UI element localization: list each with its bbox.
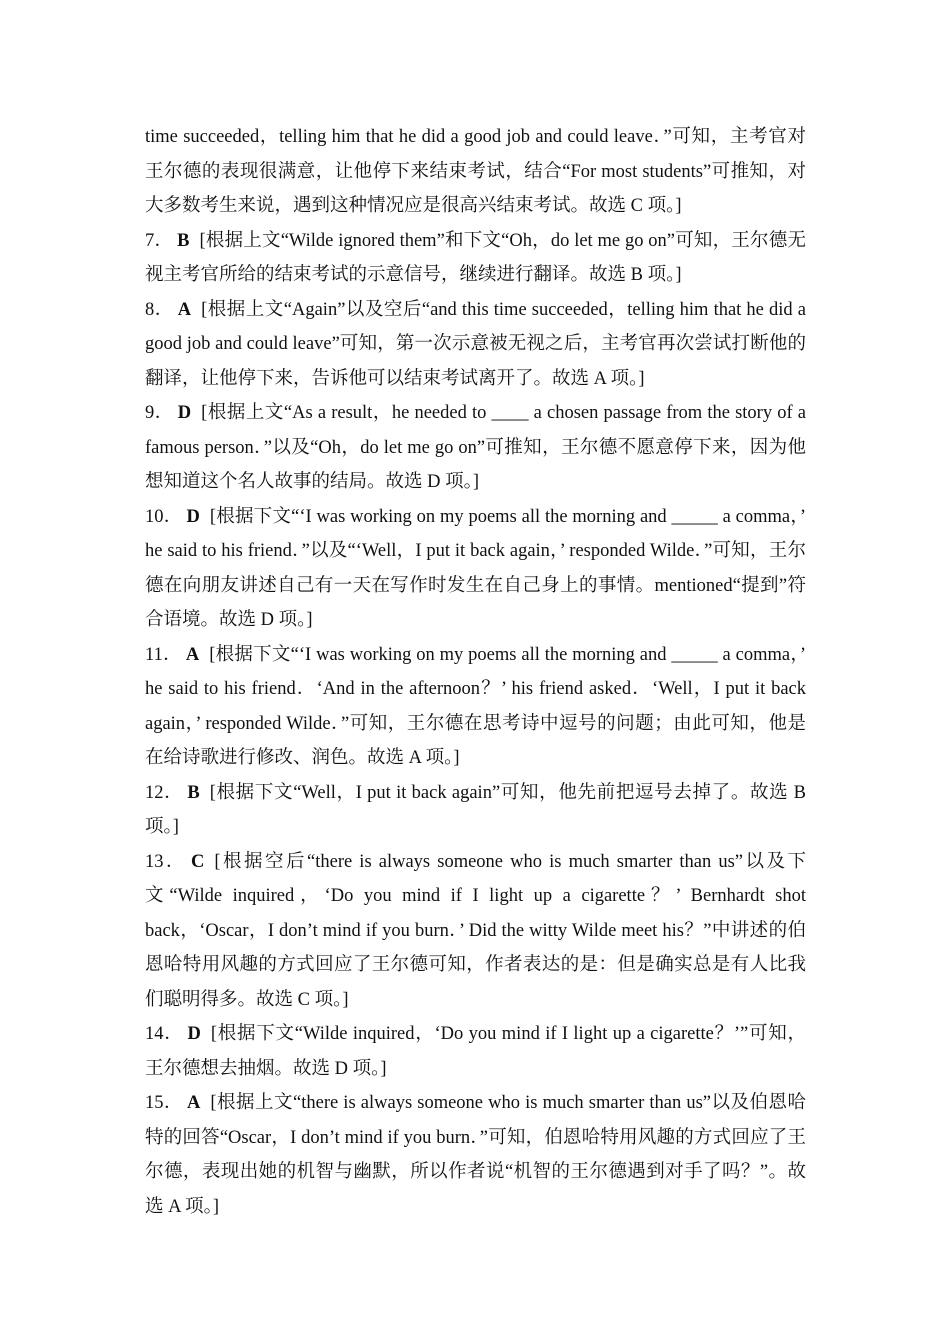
- explanation-text: [根据空后“there is always someone who is much smarter than us”以及下文“Wilde inquired，‘Do you mind if I light up a cigarette？’ Bernhardt shot back，‘Oscar，I don’t mind if you burn．’ Did the witty Wilde meet his？”中讲述的伯恩哈特用风趣的方式回应了王尔德可知，作者表达的是：但是确实总是有人比我们聪明得多。故选 C 项。]: [145, 851, 806, 1010]
- answer-letter: C: [191, 851, 205, 872]
- explanation-item-12: [145, 776, 806, 845]
- explanation-item-10: [145, 500, 806, 638]
- explanation-text: [根据上文“there is always someone who is much smarter than us”以及伯恩哈特的回答“Oscar，I don’t mind if you burn．”可知，伯恩哈特用风趣的方式回应了王尔德，表现出她的机智与幽默，所以作者说“机智的王尔德遇到对手了吗？”。故选 A 项。]: [145, 1093, 806, 1217]
- explanation-text: [根据下文“‘I was working on my poems all the morning and _____ a comma，’ he said to his friend．‘And in the afternoon？’ his friend asked．‘Well，I put it back again，’ responded Wilde．”可知，王尔德在思考诗中逗号的问题；由此可知，他是在给诗歌进行修改、润色。故选 A 项。]: [145, 644, 806, 768]
- explanation-text: [根据下文“Well，I put it back again”可知，他先前把逗号去掉了。故选 B 项。]: [145, 782, 806, 837]
- answer-letter: B: [187, 782, 200, 803]
- answer-letter: D: [187, 1024, 201, 1044]
- explanation-text: [根据下文“Wilde inquired，‘Do you mind if I light up a cigarette？’”可知，王尔德想去抽烟。故选 D 项。]: [145, 1024, 806, 1079]
- question-number: 8．: [145, 299, 174, 320]
- explanation-text: [根据上文“Wilde ignored them”和下文“Oh，do let me go on”可知，王尔德无视主考官所给的结束考试的示意信号，继续进行翻译。故选 B 项。]: [145, 230, 806, 285]
- explanation-item-14: [145, 1017, 806, 1086]
- answer-letter: D: [186, 506, 200, 527]
- explanation-text: [根据上文“As a result，he needed to ____ a chosen passage from the story of a famous person．”以及“Oh，do let me go on”可推知，王尔德不愿意停下来，因为他想知道这个名人故事的结局。故选 D 项。]: [145, 403, 806, 492]
- explanation-item-7: [145, 224, 806, 293]
- answer-letter: B: [177, 230, 190, 251]
- answer-letter: A: [177, 299, 192, 320]
- explanation-text: [根据上文“Again”以及空后“and this time succeeded，telling him that he did a good job and could leave”可知，第一次示意被无视之后，主考官再次尝试打断他的翻译，让他停下来，告诉他可以结束考试离开了。故选 A 项。]: [145, 299, 806, 389]
- answer-letter: A: [185, 644, 200, 665]
- explanation-item-15: [145, 1086, 806, 1224]
- question-number: 7．: [145, 230, 174, 251]
- explanation-text: time succeeded，telling him that he did a good job and could leave．”可知，主考官对王尔德的表现很满意，让他停下来结束考试，结合“For most students”可推知，对大多数考生来说，遇到这种情况应是很高兴结束考试。故选 C 项。]: [145, 127, 806, 216]
- explanation-text: [根据下文“‘I was working on my poems all the morning and _____ a comma，’ he said to his friend．”以及“‘Well，I put it back again，’ responded Wilde．”可知，王尔德在向朋友讲述自己有一天在写作时发生在自己身上的事情。mentioned“提到”符合语境。故选 D 项。]: [145, 506, 806, 630]
- question-number: 10．: [145, 506, 183, 527]
- question-number: 14．: [145, 1024, 184, 1044]
- question-number: 15．: [145, 1093, 183, 1113]
- question-number: 13．: [145, 851, 187, 872]
- answer-explanations: [145, 120, 806, 1224]
- explanation-item-8: [145, 293, 806, 397]
- question-number: 9．: [145, 403, 174, 423]
- explanation-item-13: [145, 845, 806, 1018]
- question-number: 11．: [145, 644, 182, 665]
- explanation-continued: [145, 120, 806, 224]
- explanation-item-11: [145, 638, 806, 776]
- answer-letter: D: [177, 403, 192, 423]
- question-number: 12．: [145, 782, 184, 803]
- explanation-item-9: [145, 396, 806, 500]
- answer-letter: A: [187, 1093, 201, 1113]
